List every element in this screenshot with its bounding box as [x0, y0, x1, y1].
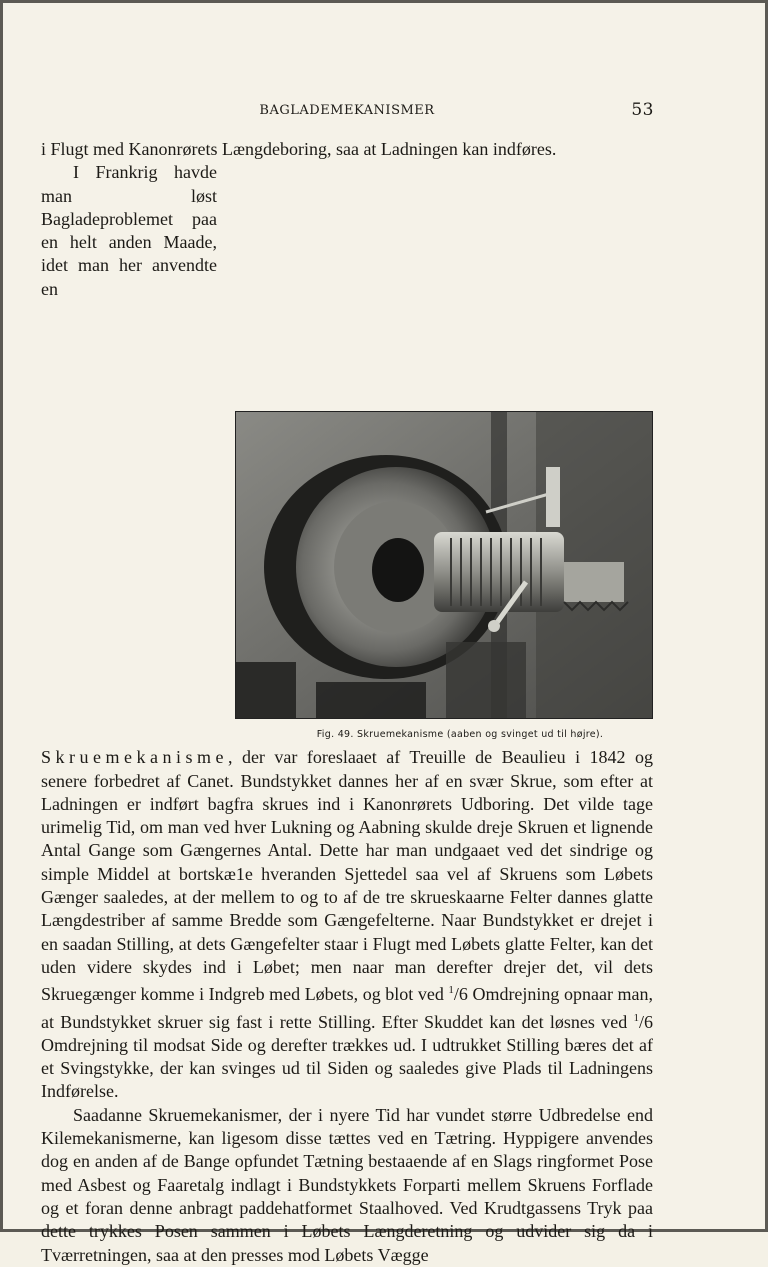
fraction-one-sixth — [448, 984, 468, 1004]
body-text — [41, 138, 653, 1267]
fraction-numerator-2: 1 — [633, 1011, 639, 1024]
figure-caption: Fig. 49. Skruemekanisme (aaben og svinget ud til højre). — [316, 729, 604, 741]
running-head: BAGLADEMEKANISMER — [259, 103, 435, 118]
paragraph-3: Saadanne Skruemekanismer, der i nyere Tid har vundet større Udbredelse end Kilemekanismerne, kan ligesom disse tættes ved en Tætring. Hyppigere anvendes dog en anden af de Bange opfundet Tætning bestaaende af en Slags ringformet Pose med Asbest og Faaretalg indlagt i Bundstykkets Forparti mellem Skruens Forflade og et foran denne anbragt paddehatformet Staalhoved. Ved Krudtgassens Tryk paa dette trykkes Posen sammen i Løbets Længderetning og udvider sig da i Tværretningen, saa at den presses mod Løbets Vægge — [41, 1104, 653, 1265]
page-header — [40, 100, 654, 122]
paragraph-2-part-c: Omdrejning opnaar man, at Bundstykket skruer sig fast i rette Stilling. Efter Skuddet kan det løsnes ved — [41, 984, 653, 1032]
fraction-numerator: 1 — [448, 984, 454, 997]
paragraph-2-part-d: Omdrejning til modsat Side og derefter trækkes ud. I udtrukket Stilling bæres det af et Svingstykke, der kan svinges ud til Siden og saaledes give Plads til Ladningens Indførelse. — [41, 1034, 653, 1102]
fraction-denominator-2: /6 — [638, 1011, 653, 1032]
fraction-denominator: /6 — [453, 984, 468, 1005]
figure-photo — [235, 411, 653, 719]
spaced-term: Skruemekanisme — [41, 747, 228, 768]
fraction-one-sixth-2 — [633, 1012, 653, 1032]
figure-49 — [235, 411, 653, 742]
screw-mechanism-illustration — [236, 412, 652, 718]
paragraph-1: i Flugt med Kanonrørets Længdeboring, saa at Ladningen kan indføres. — [41, 139, 557, 159]
paragraph-2-part-a: I Frankrig havde man løst Bagladeproblemet paa en helt anden Maade, idet man her anvendte en — [41, 162, 217, 299]
paragraph-2-part-b-lead: , der var foreslaaet af Treuille de Beaulieu i 1842 og senere forbedret af Canet. Bundstykket dannes her af en svær Skrue, som efter at Ladningen er indført bagfra skrues ind i Kanonrørets Udboring. Det vilde tage urimelig Tid, om man ved hver Lukning og Aabning skulde dreje Skruen et lignende Antal Gange som Gængernes Antal. Dette har man undgaaet ved det sindrige og simple Middel at bortskæ1e hveranden Sjettedel saa vel af Skruens som Løbets Gænger saaledes, at der mellem to og to af de tre skrueskaarne Felter dannes glatte Længdestriber af samme Bredde som Gængefelterne. Naar Bundstykket er drejet i en saadan Stilling, at dets Gængefelter staar i Flugt med Løbets glatte Felter, kan det uden videre skydes ind i Løbet; men naar man derefter drejer det, vil dets Skruegænger komme i Indgreb med Løbets, og blot ved — [41, 747, 653, 1005]
page-number: 53 — [631, 100, 654, 120]
paragraph-2 — [41, 161, 653, 1103]
